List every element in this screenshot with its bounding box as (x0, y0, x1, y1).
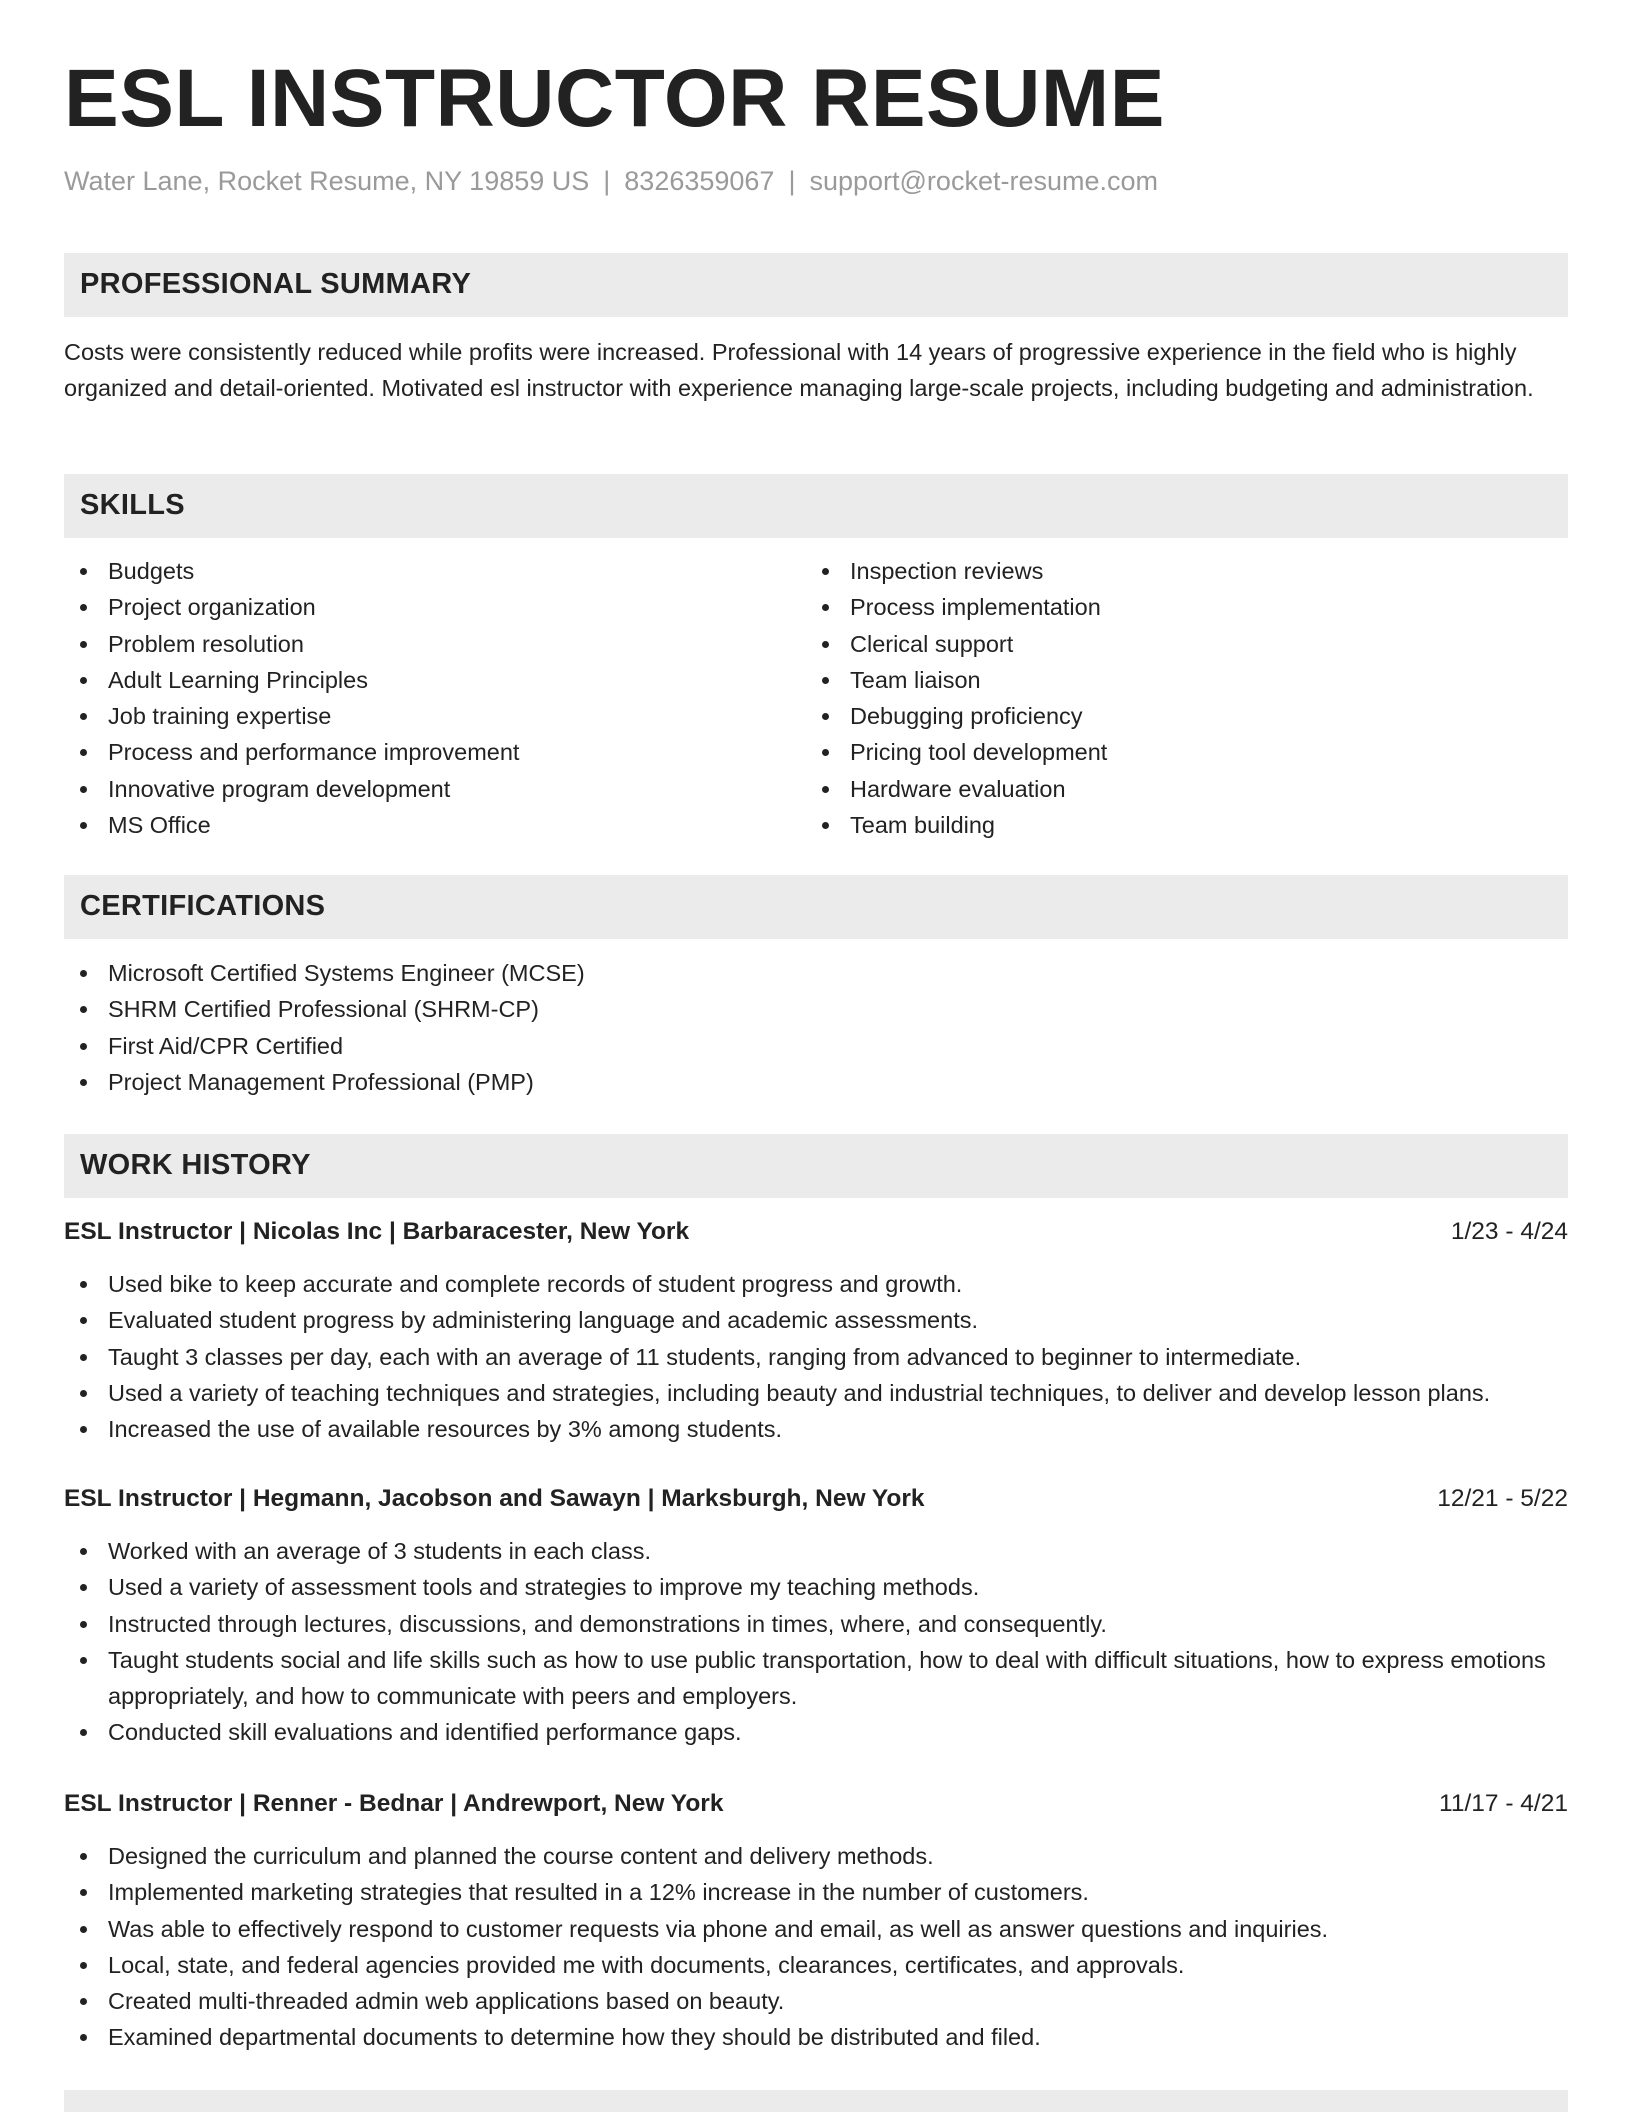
job-bullet (64, 1339, 1568, 1375)
contact-address: Water Lane, Rocket Resume, NY 19859 US (64, 166, 590, 196)
bullet-dot (80, 1354, 87, 1361)
job-bullet (64, 1533, 1568, 1569)
skill-text: Pricing tool development (850, 739, 1108, 766)
skill-item (64, 626, 804, 662)
bullet-dot (822, 604, 829, 611)
skill-item (806, 807, 1566, 843)
certification-text: First Aid/CPR Certified (108, 1032, 344, 1059)
bullet-dot (80, 713, 87, 720)
job-bullet (64, 1911, 1568, 1947)
bullet-dot (80, 1006, 87, 1013)
bullet-dot (80, 1621, 87, 1628)
job-bullet (64, 1874, 1568, 1910)
certifications-heading: CERTIFICATIONS (80, 890, 326, 922)
bullet-dot (80, 749, 87, 756)
job-header (64, 1214, 1568, 1250)
bullet-dot (80, 677, 87, 684)
job-title: ESL Instructor | Hegmann, Jacobson and Sawayn | Marksburgh, New York (64, 1485, 925, 1512)
contact-phone: 8326359067 (624, 166, 775, 196)
bullet-dot (822, 713, 829, 720)
work-section-header (64, 1134, 1568, 1198)
skill-item (806, 589, 1566, 625)
job-bullet (64, 1947, 1568, 1983)
skill-text: Debugging proficiency (850, 703, 1083, 730)
skill-text: Process implementation (850, 594, 1101, 621)
skills-list-right (806, 553, 1566, 843)
certification-item (64, 955, 1568, 991)
job-bullet (64, 1375, 1568, 1411)
job-bullet-text: Used a variety of assessment tools and strategies to improve my teaching methods. (108, 1574, 980, 1601)
certification-text: SHRM Certified Professional (SHRM-CP) (108, 996, 539, 1023)
resume-title: ESL INSTRUCTOR RESUME (64, 53, 1165, 144)
skill-text: Adult Learning Principles (108, 666, 368, 693)
skill-item (64, 662, 804, 698)
certification-item (64, 1064, 1568, 1100)
work-heading: WORK HISTORY (80, 1149, 311, 1181)
job-bullet (64, 1302, 1568, 1338)
bullet-dot (80, 1281, 87, 1288)
bullet-dot (80, 604, 87, 611)
skill-text: MS Office (108, 812, 211, 839)
job-bullet-text: Conducted skill evaluations and identified performance gaps. (108, 1719, 742, 1746)
job-bullet-text: Worked with an average of 3 students in each class. (108, 1538, 651, 1564)
job-bullet-text: Used bike to keep accurate and complete records of student progress and growth. (108, 1271, 963, 1297)
summary-heading: PROFESSIONAL SUMMARY (80, 268, 472, 300)
skill-item (64, 698, 804, 734)
bullet-dot (80, 1729, 87, 1736)
job-bullet (64, 1569, 1568, 1605)
bullet-dot (80, 1390, 87, 1397)
job-dates: 11/17 - 4/21 (1439, 1790, 1568, 1817)
bullet-dot (822, 568, 829, 575)
job-bullet-text: Increased the use of available resources by 3% among students. (108, 1416, 783, 1443)
skill-text: Clerical support (850, 630, 1014, 657)
skills-section-header (64, 474, 1568, 538)
job-bullets (64, 1533, 1568, 1751)
contact-email: support@rocket-resume.com (809, 166, 1158, 196)
bullet-dot (80, 786, 87, 793)
skill-item (806, 553, 1566, 589)
job-bullets (64, 1838, 1568, 2056)
job-bullet-text: Created multi-threaded admin web applications based on beauty. (108, 1988, 785, 2015)
skill-text: Innovative program development (108, 775, 451, 802)
job-dates: 1/23 - 4/24 (1450, 1218, 1568, 1245)
summary-text: Costs were consistently reduced while profits were increased. Professional with 14 years of progressive experience in the field who is highly organized and detail-oriented. Motivated esl instructor with experience managing large-scale projects, including budgeting and administration. (64, 339, 1534, 401)
skill-text: Project organization (108, 594, 316, 621)
job-title: ESL Instructor | Renner - Bednar | Andrewport, New York (64, 1790, 724, 1817)
skill-item (806, 771, 1566, 807)
job-bullet-text: Implemented marketing strategies that resulted in a 12% increase in the number of customers. (108, 1879, 1089, 1906)
job-bullet (64, 1642, 1568, 1715)
bullet-dot (80, 1853, 87, 1860)
bullet-dot (822, 641, 829, 648)
bullet-dot (822, 749, 829, 756)
bullet-dot (822, 822, 829, 829)
job-bullet-text: Local, state, and federal agencies provided me with documents, clearances, certificates, and approvals. (108, 1951, 1185, 1978)
job-bullet-text: Was able to effectively respond to customer requests via phone and email, as well as answer questions and inquiries. (108, 1915, 1329, 1942)
skill-item (64, 807, 804, 843)
contact-separator: | (788, 166, 796, 196)
skill-text: Team building (850, 812, 996, 839)
skill-item (64, 553, 804, 589)
job-bullet (64, 1983, 1568, 2019)
skill-item (806, 626, 1566, 662)
skill-text: Team liaison (850, 666, 981, 693)
bullet-dot (80, 568, 87, 575)
contact-separator: | (603, 166, 611, 196)
bullet-dot (80, 1548, 87, 1555)
skill-text: Problem resolution (108, 630, 304, 657)
summary-section-header (64, 253, 1568, 317)
job-bullet-text: Taught students social and life skills such as how to use public transportation, how to deal with difficult situations, how to express emotions appropriately, and how to communicate with peers and employers. (108, 1646, 1546, 1710)
bullet-dot (822, 677, 829, 684)
job-bullet-text: Evaluated student progress by administering language and academic assessments. (108, 1307, 979, 1334)
job-bullet-text: Instructed through lectures, discussions, and demonstrations in times, where, and consequently. (108, 1610, 1107, 1637)
certification-text: Project Management Professional (PMP) (108, 1068, 534, 1095)
bullet-dot (80, 1426, 87, 1433)
bullet-dot (80, 1926, 87, 1933)
job-bullet (64, 1838, 1568, 1874)
skills-heading: SKILLS (80, 489, 185, 521)
certification-text: Microsoft Certified Systems Engineer (MCSE) (108, 960, 585, 986)
contact-line (64, 168, 1158, 195)
skill-text: Process and performance improvement (108, 739, 520, 766)
certification-item (64, 991, 1568, 1027)
bullet-dot (80, 1079, 87, 1086)
job-bullet (64, 1714, 1568, 1750)
job-dates: 12/21 - 5/22 (1437, 1485, 1568, 1512)
skill-item (806, 698, 1566, 734)
bullet-dot (80, 2034, 87, 2041)
skill-text: Inspection reviews (850, 558, 1044, 584)
job-bullet (64, 1266, 1568, 1302)
skill-item (806, 662, 1566, 698)
job-bullet (64, 1411, 1568, 1447)
job-bullet-text: Examined departmental documents to determine how they should be distributed and filed. (108, 2024, 1041, 2051)
job-bullet-text: Taught 3 classes per day, each with an average of 11 students, ranging from advanced to beginner to intermediate. (108, 1343, 1302, 1370)
bullet-dot (80, 1889, 87, 1896)
bullet-dot (80, 1657, 87, 1664)
skill-text: Job training expertise (108, 703, 332, 730)
bullet-dot (80, 641, 87, 648)
skills-list-left (64, 553, 804, 843)
certifications-section-header (64, 875, 1568, 939)
skill-item (806, 734, 1566, 770)
certifications-list (64, 955, 1568, 1100)
skill-text: Hardware evaluation (850, 775, 1066, 802)
job-title: ESL Instructor | Nicolas Inc | Barbaracester, New York (64, 1218, 690, 1245)
bullet-dot (80, 1962, 87, 1969)
job-bullet (64, 2019, 1568, 2055)
bullet-dot (822, 786, 829, 793)
bullet-dot (80, 1317, 87, 1324)
bullet-dot (80, 822, 87, 829)
job-bullet (64, 1606, 1568, 1642)
skill-text: Budgets (108, 558, 195, 584)
job-bullets (64, 1266, 1568, 1447)
next-section-header-partial (64, 2090, 1568, 2112)
bullet-dot (80, 970, 87, 977)
skill-item (64, 771, 804, 807)
certification-item (64, 1028, 1568, 1064)
bullet-dot (80, 1998, 87, 2005)
bullet-dot (80, 1043, 87, 1050)
job-header (64, 1786, 1568, 1822)
skill-item (64, 734, 804, 770)
job-header (64, 1481, 1568, 1517)
job-bullet-text: Designed the curriculum and planned the course content and delivery methods. (108, 1843, 934, 1869)
bullet-dot (80, 1584, 87, 1591)
job-bullet-text: Used a variety of teaching techniques and strategies, including beauty and industrial techniques, to deliver and develop lesson plans. (108, 1379, 1491, 1406)
skill-item (64, 589, 804, 625)
